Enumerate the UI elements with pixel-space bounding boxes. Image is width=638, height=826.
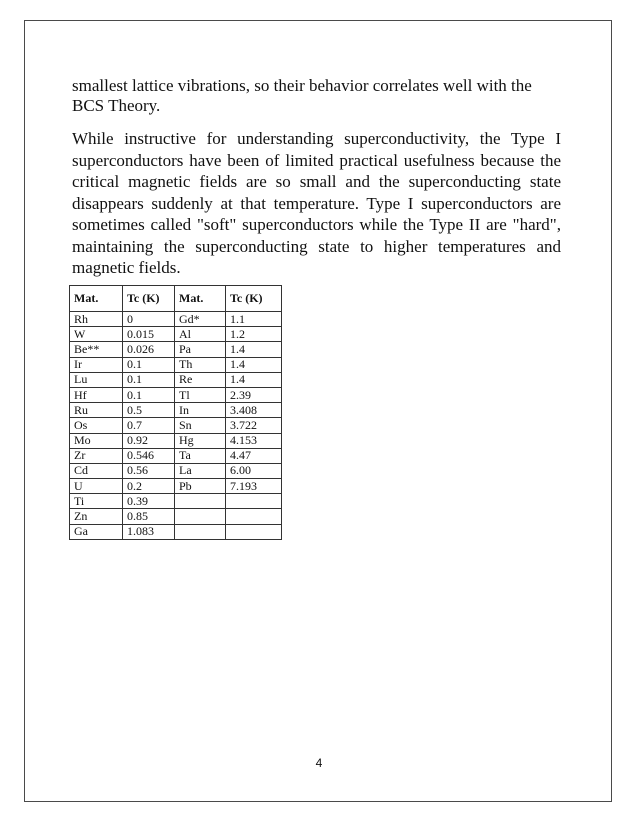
cell-material-1: Os — [70, 418, 123, 433]
table-row — [70, 448, 282, 463]
paragraph-2: While instructive for understanding superconductivity, the Type I superconductors have been of limited practical usefulness because the critical magnetic fields are so small and the superconducting state disappears suddenly at that temperature. Type I superconductors are sometimes called "soft" superconductors while the Type II are "hard", maintaining the superconducting state to higher temperatures and magnetic fields. — [72, 129, 561, 277]
cell-material-2: Tl — [175, 387, 226, 402]
table-row — [70, 433, 282, 448]
table-row — [70, 387, 282, 402]
cell-material-1: Mo — [70, 433, 123, 448]
table-body — [70, 312, 282, 540]
cell-material-1: Cd — [70, 463, 123, 478]
cell-material-2: Re — [175, 372, 226, 387]
table-row — [70, 524, 282, 539]
table-row — [70, 479, 282, 494]
cell-material-2 — [175, 509, 226, 524]
cell-tc-1: 0.015 — [123, 327, 175, 342]
cell-material-1: Lu — [70, 372, 123, 387]
cell-tc-2: 3.722 — [226, 418, 282, 433]
cell-tc-2: 1.4 — [226, 357, 282, 372]
cell-tc-1: 0.56 — [123, 463, 175, 478]
cell-tc-2: 1.1 — [226, 312, 282, 327]
cell-tc-2 — [226, 509, 282, 524]
table-row — [70, 312, 282, 327]
cell-material-2: In — [175, 403, 226, 418]
cell-tc-1: 0.1 — [123, 357, 175, 372]
cell-material-1: W — [70, 327, 123, 342]
table-row — [70, 509, 282, 524]
cell-tc-2: 6.00 — [226, 463, 282, 478]
header-material-1: Mat. — [70, 286, 123, 312]
cell-material-2: Al — [175, 327, 226, 342]
table-row — [70, 372, 282, 387]
cell-tc-2 — [226, 494, 282, 509]
cell-tc-1: 0.2 — [123, 479, 175, 494]
header-tc-2: Tc (K) — [226, 286, 282, 312]
cell-tc-1: 0.7 — [123, 418, 175, 433]
cell-material-1: Zr — [70, 448, 123, 463]
table-row — [70, 418, 282, 433]
cell-tc-2: 1.4 — [226, 372, 282, 387]
cell-tc-2 — [226, 524, 282, 539]
table-header-row — [70, 286, 282, 312]
table-row — [70, 463, 282, 478]
table-row — [70, 327, 282, 342]
cell-tc-2: 1.2 — [226, 327, 282, 342]
cell-material-1: Ga — [70, 524, 123, 539]
page-number: 4 — [315, 756, 323, 770]
cell-tc-1: 0.026 — [123, 342, 175, 357]
header-material-2: Mat. — [175, 286, 226, 312]
cell-material-1: Ir — [70, 357, 123, 372]
header-tc-1: Tc (K) — [123, 286, 175, 312]
cell-tc-1: 0.1 — [123, 387, 175, 402]
cell-tc-2: 2.39 — [226, 387, 282, 402]
table-row — [70, 342, 282, 357]
cell-tc-2: 3.408 — [226, 403, 282, 418]
table-row — [70, 403, 282, 418]
cell-material-2: Th — [175, 357, 226, 372]
cell-tc-1: 0.85 — [123, 509, 175, 524]
cell-material-1: Zn — [70, 509, 123, 524]
cell-tc-2: 4.153 — [226, 433, 282, 448]
cell-material-2: Gd* — [175, 312, 226, 327]
tc-table — [69, 285, 282, 540]
table-row — [70, 357, 282, 372]
cell-material-2: Pa — [175, 342, 226, 357]
cell-material-2 — [175, 494, 226, 509]
cell-tc-2: 4.47 — [226, 448, 282, 463]
cell-material-2: Hg — [175, 433, 226, 448]
cell-material-2: Ta — [175, 448, 226, 463]
table-row — [70, 494, 282, 509]
cell-material-1: U — [70, 479, 123, 494]
cell-tc-1: 0 — [123, 312, 175, 327]
cell-tc-2: 1.4 — [226, 342, 282, 357]
cell-material-2: Sn — [175, 418, 226, 433]
cell-material-2 — [175, 524, 226, 539]
cell-tc-1: 1.083 — [123, 524, 175, 539]
cell-tc-1: 0.39 — [123, 494, 175, 509]
cell-tc-2: 7.193 — [226, 479, 282, 494]
cell-material-1: Be** — [70, 342, 123, 357]
cell-material-2: Pb — [175, 479, 226, 494]
cell-tc-1: 0.5 — [123, 403, 175, 418]
cell-material-1: Ti — [70, 494, 123, 509]
cell-material-1: Rh — [70, 312, 123, 327]
cell-material-1: Ru — [70, 403, 123, 418]
cell-material-2: La — [175, 463, 226, 478]
cell-material-1: Hf — [70, 387, 123, 402]
cell-tc-1: 0.1 — [123, 372, 175, 387]
paragraph-1: smallest lattice vibrations, so their behavior correlates well with the BCS Theory. — [72, 76, 532, 115]
cell-tc-1: 0.92 — [123, 433, 175, 448]
cell-tc-1: 0.546 — [123, 448, 175, 463]
